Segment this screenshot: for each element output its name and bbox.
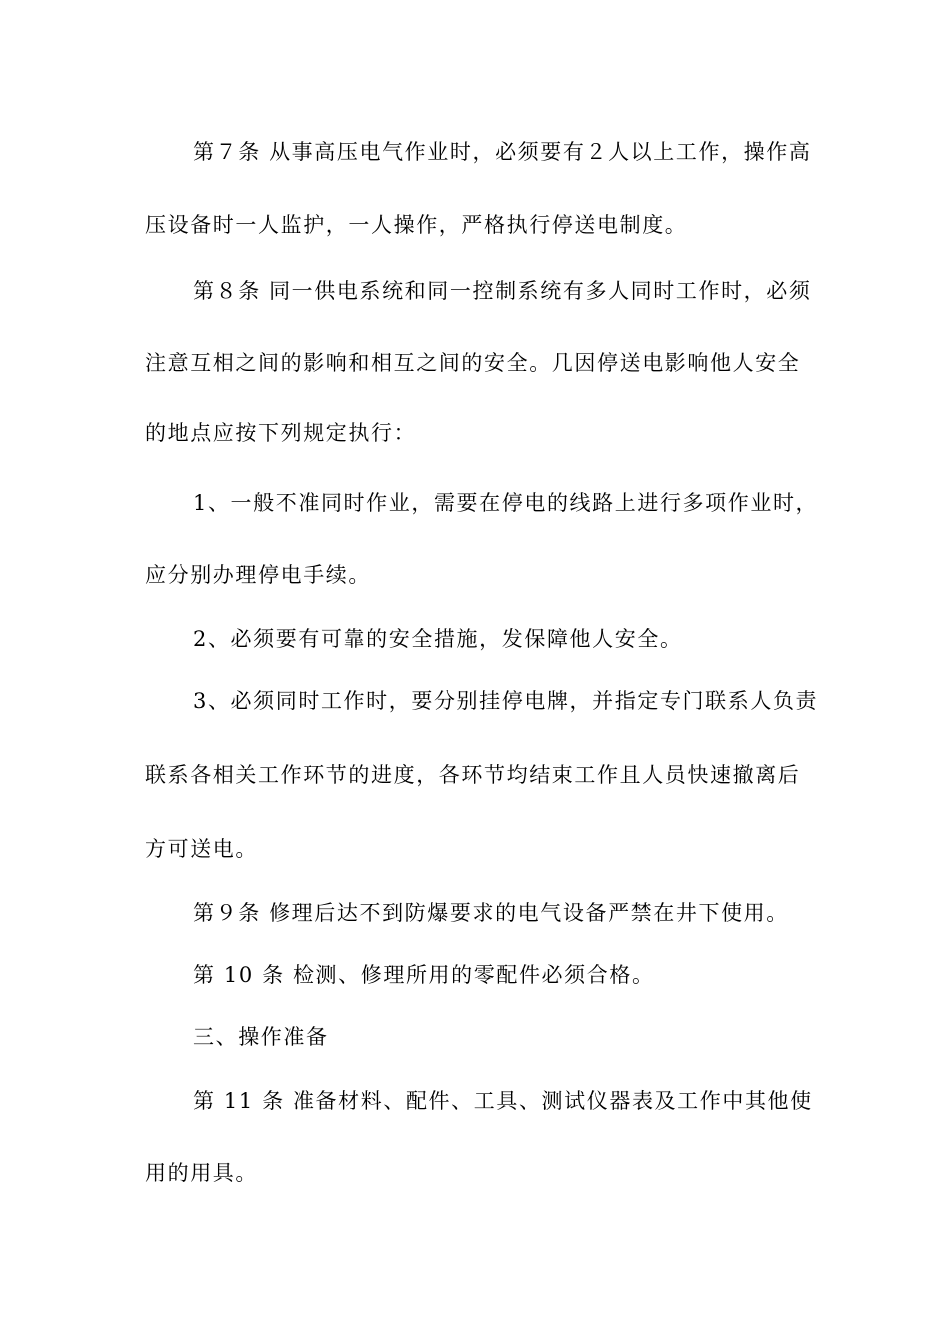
- article-7-line-2: 压设备时一人监护，一人操作，严格执行停送电制度。: [145, 213, 688, 237]
- rule-2-line: 2、必须要有可靠的安全措施，发保障他人安全。: [193, 627, 683, 651]
- article-8-line-3: 的地点应按下列规定执行：: [145, 421, 417, 445]
- article-11-line-2: 用的用具。: [145, 1161, 258, 1185]
- article-9-line: 第９条 修理后达不到防爆要求的电气设备严禁在井下使用。: [193, 901, 789, 925]
- rule-1-line-1: 1、一般不准同时作业，需要在停电的线路上进行多项作业时，: [193, 491, 819, 515]
- article-8-line-1: 第８条 同一供电系统和同一控制系统有多人同时工作时，必须: [193, 279, 812, 303]
- article-10-line: 第 10 条 检测、修理所用的零配件必须合格。: [193, 963, 655, 987]
- rule-3-line-3: 方可送电。: [145, 837, 258, 861]
- rule-3-line-1: 3、必须同时工作时，要分别挂停电牌，并指定专门联系人负责: [193, 689, 819, 713]
- rule-1-line-2: 应分别办理停电手续。: [145, 563, 371, 587]
- article-11-line-1: 第 11 条 准备材料、配件、工具、测试仪器表及工作中其他使: [193, 1089, 813, 1113]
- article-8-line-2: 注意互相之间的影响和相互之间的安全。几因停送电影响他人安全: [145, 351, 801, 375]
- rule-3-line-2: 联系各相关工作环节的进度，各环节均结束工作且人员快速撤离后: [145, 763, 801, 787]
- section-heading-operation-prep: 三、操作准备: [193, 1025, 329, 1049]
- article-7-line-1: 第７条 从事高压电气作业时，必须要有２人以上工作，操作高: [193, 140, 812, 164]
